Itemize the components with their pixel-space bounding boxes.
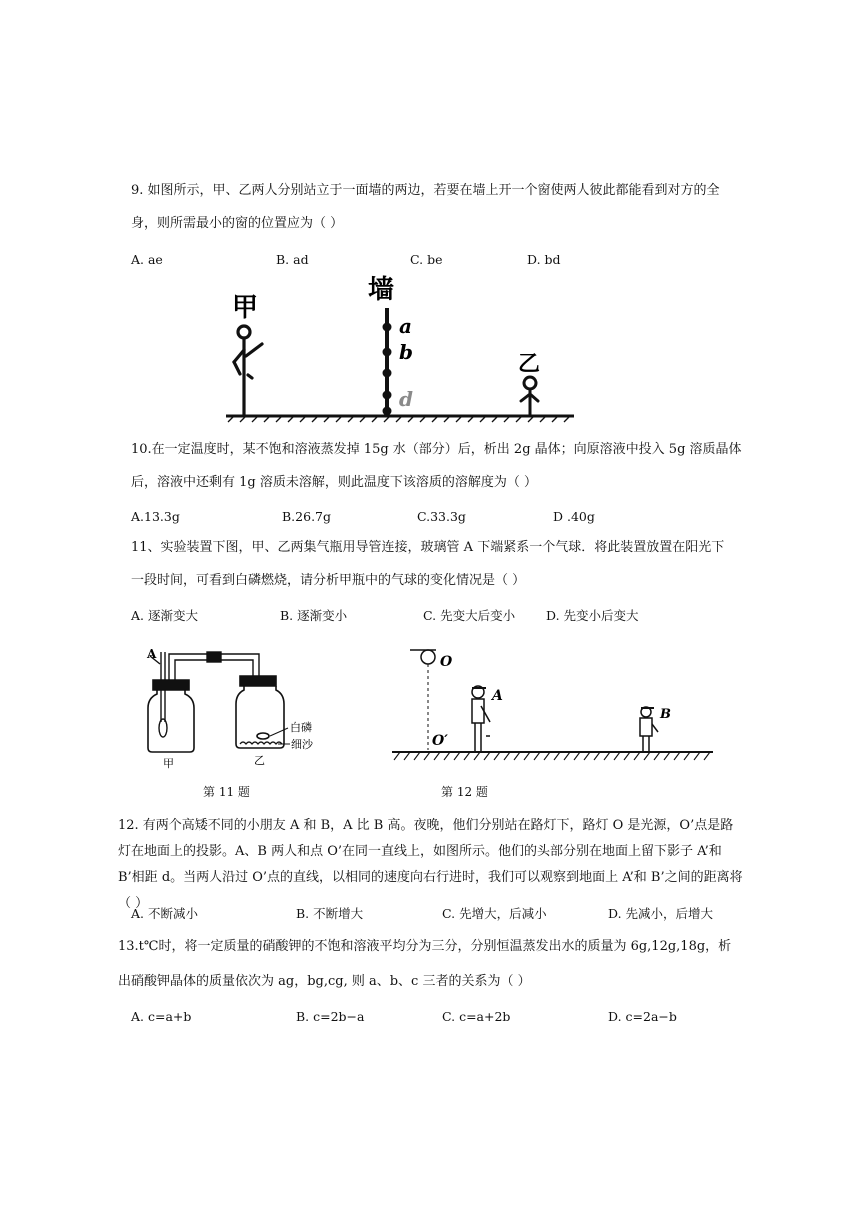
q13-option-c: C. c=a+2b <box>442 1009 511 1024</box>
q12-label-person-a: A <box>492 688 503 704</box>
q12-lamp <box>421 650 435 664</box>
q9-option-c: C. be <box>410 252 443 267</box>
q9-person-jia <box>234 326 262 415</box>
q9-ground-hatch <box>228 416 570 422</box>
q12-ground-hatch <box>394 752 710 760</box>
q10-option-b: B.26.7g <box>282 509 331 524</box>
q11-bottle-yi <box>236 676 290 748</box>
q12-person-a <box>472 686 490 751</box>
q12-option-b: B. 不断增大 <box>296 906 364 921</box>
q11-option-b: B. 逐渐变小 <box>280 608 348 623</box>
q9-label-b: b <box>399 340 413 364</box>
q11-connecting-tube <box>169 652 259 680</box>
q12-stem: 12. 有两个高矮不同的小朋友 A 和 B，A 比 B 高。夜晚，他们分别站在路灯下，路灯 O 是光源，O’点是路灯在地面上的投影。A、B 两人和点 O’在同一直线上，如图所示。他们的头部分别在地面上留下影子 A’和 B’相距 d。当两人沿过 O’点的直线，以相同的速度向右行进时，我们可以观察到地面上 A’和 B’之间的距离将（ ） <box>118 818 743 911</box>
q9-point-e <box>383 407 391 415</box>
q11-stem-line-2: 一段时间，可看到白磷燃烧，请分析甲瓶中的气球的变化情况是（ ） <box>131 573 526 588</box>
q9-label-wall: 墙 <box>368 275 395 305</box>
q13-option-d: D. c=2a−b <box>608 1009 677 1024</box>
q9-label-d: d <box>399 387 413 411</box>
q11-option-a: A. 逐渐变大 <box>131 608 198 623</box>
q12-label-foot: O′ <box>432 733 448 749</box>
q9-option-b: B. ad <box>276 252 309 267</box>
q12-figure-caption: 第 12 题 <box>441 785 488 799</box>
q9-point-c <box>383 369 391 377</box>
q11-option-d: D. 先变小后变大 <box>546 608 639 623</box>
q12-option-d: D. 先减小，后增大 <box>608 906 714 921</box>
q13-stem-line-2: 出硝酸钾晶体的质量依次为 ag，bg,cg, 则 a、b、c 三者的关系为（ ） <box>118 974 531 989</box>
q11-stem-line-1: 11、实验装置下图，甲、乙两集气瓶用导管连接，玻璃管 A 下端紧系一个气球．将此装置放置在阳光下 <box>131 540 725 555</box>
q10-stem-line-1: 10.在一定温度时，某不饱和溶液蒸发掉 15g 水（部分）后，析出 2g 晶体；向原溶液中投入 5g 溶质晶体 <box>131 442 742 457</box>
q9-stem-line-2: 身，则所需最小的窗的位置应为（ ） <box>131 216 344 231</box>
q9-label-yi: 乙 <box>518 351 541 377</box>
q12-option-a: A. 不断减小 <box>131 906 198 921</box>
q13-option-a: A. c=a+b <box>131 1009 192 1024</box>
q10-option-a: A.13.3g <box>131 509 180 524</box>
q9-label-a: a <box>399 314 412 338</box>
q9-stem-line-1: 9. 如图所示，甲、乙两人分别站立于一面墙的两边，若要在墙上开一个窗使两人彼此都能看到对方的全 <box>131 183 720 198</box>
q11-bottle-jia <box>148 680 194 752</box>
q9-wall <box>383 308 391 416</box>
q11-label-a: A <box>147 647 157 661</box>
q9-point-a <box>383 323 391 331</box>
q11-figure-caption: 第 11 题 <box>203 785 250 799</box>
q11-label-sand: 细沙 <box>291 738 313 751</box>
q9-label-jia: 甲 <box>232 293 259 323</box>
q12-person-b <box>640 707 658 751</box>
q11-label-bottle-jia: 甲 <box>163 757 174 770</box>
q11-option-c: C. 先变大后变小 <box>423 608 516 623</box>
q9-point-d <box>383 391 391 399</box>
q11-label-bottle-yi: 乙 <box>254 754 265 767</box>
q9-option-a: A. ae <box>131 252 163 267</box>
q11-glass-tube-a <box>150 652 167 737</box>
q13-option-b: B. c=2b−a <box>296 1009 365 1024</box>
q9-option-d: D. bd <box>527 252 561 267</box>
q10-option-d: D .40g <box>553 509 595 524</box>
q9-person-yi <box>521 377 538 415</box>
q12-label-person-b: B <box>660 707 671 722</box>
q11-label-phosphorus: 白磷 <box>290 721 312 734</box>
q13-stem-line-1: 13.t℃时，将一定质量的硝酸钾的不饱和溶液平均分为三分，分别恒温蒸发出水的质量为 6g,12g,18g，析 <box>118 939 732 954</box>
q9-point-b <box>383 348 391 356</box>
q10-option-c: C.33.3g <box>417 509 466 524</box>
q12-label-lamp: O <box>440 654 453 670</box>
q12-option-c: C. 先增大，后减小 <box>442 906 547 921</box>
q10-stem-line-2: 后，溶液中还剩有 1g 溶质未溶解，则此温度下该溶质的溶解度为（ ） <box>131 475 537 490</box>
